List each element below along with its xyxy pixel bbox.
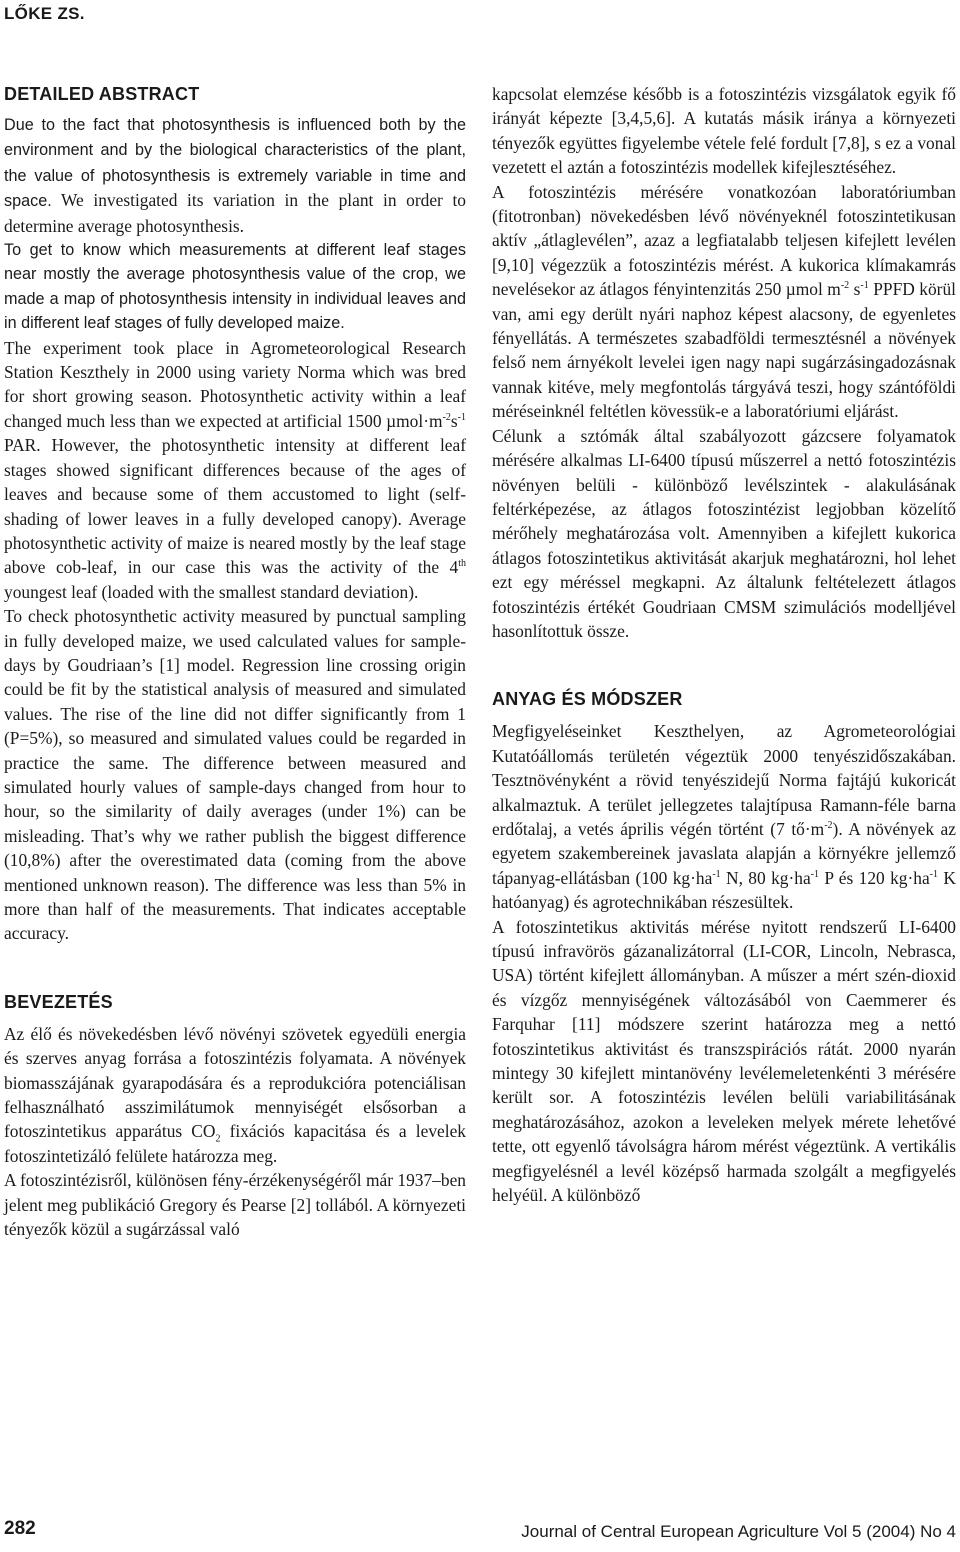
abstract-p1-serif: We investigated its variation in the plant in order to determine average photosynthesis. xyxy=(4,190,466,236)
abstract-heading: DETAILED ABSTRACT xyxy=(4,84,200,104)
bevezetes-p1-sub: 2 xyxy=(215,1133,221,1145)
anyag-p1-sup-1: -2 xyxy=(824,820,833,832)
anyag-heading: ANYAG ÉS MÓDSZER xyxy=(492,689,683,710)
abstract-paragraph-2: To get to know which measurements at different leaf stages near mostly the average photosynthesis value of the crop, we made a map of photosynthesis intensity in individual leaves and in different leaf stages of fully developed maize. xyxy=(4,241,466,333)
right-p2-part-a: A fotoszintézis mérésére vonatkozóan laboratóriumban (fitotronban) növekedésben lévő növényeknél fotoszintetikusan aktív „átlaglevélen”, azaz a legfiatalabb teljesen kifejlett levélen [9,10] végezzük a fotoszintézis mérést. A kukorica klímakamrás nevelésekor az átlagos fényintenzitás 250 µmol m xyxy=(492,181,956,300)
right-column xyxy=(492,82,956,1207)
right-paragraph-3: Célunk a sztómák által szabályozott gázcsere folyamatok mérésére alkalmas LI-6400 típusú műszerrel a nettó fotoszintézis növényen belüli - különböző levélszintek - alakulásának feltérképezése, az átlagos fotoszintézist legjobban közelítő mérőhely meghatározása volt. Amennyiben a kifejlett kukorica átlagos fotoszintetikus aktivitását akarjuk meghatározni, hol lehet ezt egy méréssel megkapni. Az általunk feltételezett átlagos fotoszintézis értékét Goudriaan CMSM szimulációs modelljével hasonlítottuk össze. xyxy=(492,425,956,641)
right-p2-sup-1: -2 xyxy=(840,280,850,292)
page-number: 282 xyxy=(4,1518,36,1539)
right-p2-sup-2: -1 xyxy=(860,280,869,292)
abstract-p3-part-a: The experiment took place in Agrometeorological Research Station Keszthely in 2000 using variety Norma which was bred for short growing season. Photosynthetic activity within a leaf changed much less than we expected at artificial 1500 µmol·m xyxy=(4,337,466,431)
anyag-paragraph-1 xyxy=(492,719,956,914)
right-paragraph-2 xyxy=(492,180,956,424)
abstract-p3-part-b: s xyxy=(450,410,458,431)
anyag-p1-part-d: P és 120 kg·ha xyxy=(819,867,930,888)
anyag-p1-sup-4: -1 xyxy=(929,868,939,880)
right-p2-part-c: PPFD körül van, ami egy derült nyári naphoz képest alacsony, de egyenletes fényellátás. A természetes szabadföldi termesztésnél a növények felső nem árnyékolt levelei igen nagy napi sugárzásingadozásnak vannak kitéve, mely megfontolás tárgyává teszi, hogy szántóföldi méréseinknél feltétlen kövessük-e a laboratóriumi eljárást. xyxy=(492,279,956,422)
bevezetes-paragraph-1 xyxy=(4,1022,466,1168)
abstract-paragraph-1 xyxy=(4,112,466,238)
anyag-paragraph-2: A fotoszintetikus aktivitás mérése nyitott rendszerű LI-6400 típusú infravörös gázanalizátorral (LI-COR, Lincoln, Nebrasca, USA) történt kifejlett állományban. A műszer a mért szén-dioxid és vízgőz mennyiségének változásából von Caemmerer és Farquhar [11] módszere szerint határozza meg a nettó fotoszintetikus aktivitást és transzspirációs rátát. 2000 nyarán mintegy 30 kifejlett mintanövény levélemeletenkénti 3 mérésére került sor. A fotoszintézis levélen belüli variabilitásának meghatározásához, azokon a leveleken melyek mérete lehetővé tette, ott egyenlő távolságra három mérést végeztünk. A vertikális megfigyelésnél a levél középső harmada szolgált a megfigyelés helyéül. A különböző xyxy=(492,916,956,1206)
abstract-p3-part-c: PAR. However, the photosynthetic intensity at different leaf stages showed significant differences because of the ages of leaves and because some of them accustomed to light (self-shading of lower leaves in a fully developed canopy). Average photosynthetic activity of maize is neared mostly by the leaf stage above cob-leaf, in our case this was the activity of the 4 xyxy=(4,435,466,578)
bevezetes-heading: BEVEZETÉS xyxy=(4,991,113,1012)
anyag-p1-part-e: K hatóanyag) és agrotechnikában részesültek. xyxy=(492,867,956,913)
anyag-p1-sup-3: -1 xyxy=(810,868,820,880)
anyag-p1-sup-2: -1 xyxy=(712,868,721,880)
abstract-p3-sup-3: th xyxy=(458,558,466,570)
abstract-p3-part-d: youngest leaf (loaded with the smallest standard deviation). xyxy=(4,581,419,602)
abstract-paragraph-4: To check photosynthetic activity measured by punctual sampling in fully developed maize, we used calculated values for sample-days by Goudriaan’s [1] model. Regression line crossing origin could be fit by the statistical analysis of measured and simulated values. The rise of the line did not differ significantly from 1 (P=5%), so measured and simulated values could be regarded in practice the same. The difference between measured and simulated hourly values of sample-days changed from hour to hour, so the similarity of daily averages (under 1%) can be misleading. That’s why we rather publish the biggest difference (10,8%) after the overestimated data (coming from the above mentioned unknown reason). The difference was less than 5% in more than half of the measurements. That indicates acceptable accuracy. xyxy=(4,606,466,944)
bevezetes-p1-part-a: Az élő és növekedésben lévő növényi szövetek egyedüli energia és szerves anyag forrása a fotoszintézis folyamata. A növények biomasszájának gyarapodására és a reprodukcióra potenciálisan felhasználható asszimilátumok mennyiségét elsősorban a fotoszintetikus apparátus CO xyxy=(4,1023,466,1142)
journal-citation: Journal of Central European Agriculture Vol 5 (2004) No 4 xyxy=(521,1522,956,1541)
right-paragraph-1: kapcsolat elemzése később is a fotoszintézis vizsgálatok egyik fő irányát képezte [3,4,5,6]. A kutatás másik iránya a környezeti tényezők együttes figyelembe vétele felé fordult [7,8], s ez a vonal vezetett el aztán a fotoszintézis modellek kifejlesztéséhez. xyxy=(492,84,956,178)
anyag-p1-part-c: N, 80 kg·ha xyxy=(720,867,811,888)
abstract-p3-sup-1: -2 xyxy=(442,412,451,424)
abstract-p3-sup-2: -1 xyxy=(457,412,466,424)
bevezetes-p1-part-b: fixációs kapacitása és a levelek fotoszintetizáló felülete határozza meg. xyxy=(4,1121,466,1166)
running-header-author: LŐKE ZS. xyxy=(4,4,85,23)
bevezetes-paragraph-2: A fotoszintézisről, különösen fény-érzékenységéről már 1937–ben jelent meg publikáció Gregory és Pearse [2] tollából. A környezeti tényezők közül a sugárzással való xyxy=(4,1170,466,1240)
abstract-p1-sans: Due to the fact that photosynthesis is influenced both by the environment and by the biological characteristics of the plant, the value of photosynthesis is extremely variable in time and space. xyxy=(4,116,466,211)
right-p2-part-b: s xyxy=(849,279,861,300)
left-column xyxy=(4,82,466,1241)
anyag-p1-part-b: ). A növények az egyetem szakembereinek javaslata alapján a környékre jellemző tápanyag-ellátásban (100 kg·ha xyxy=(492,818,956,888)
anyag-p1-part-a: Megfigyeléseinket Keszthelyen, az Agrometeorológiai Kutatóállomás területén végeztük 2000 tenyészidőszakában. Tesztnövényként a rövid tenyészidejű Norma fajtájú kukoricát alkalmaztuk. A terület jellegzetes talajtípusa Ramann-féle barna erdőtalaj, a vetés április végén történt (7 tő·m xyxy=(492,721,956,839)
abstract-paragraph-3 xyxy=(4,336,466,604)
